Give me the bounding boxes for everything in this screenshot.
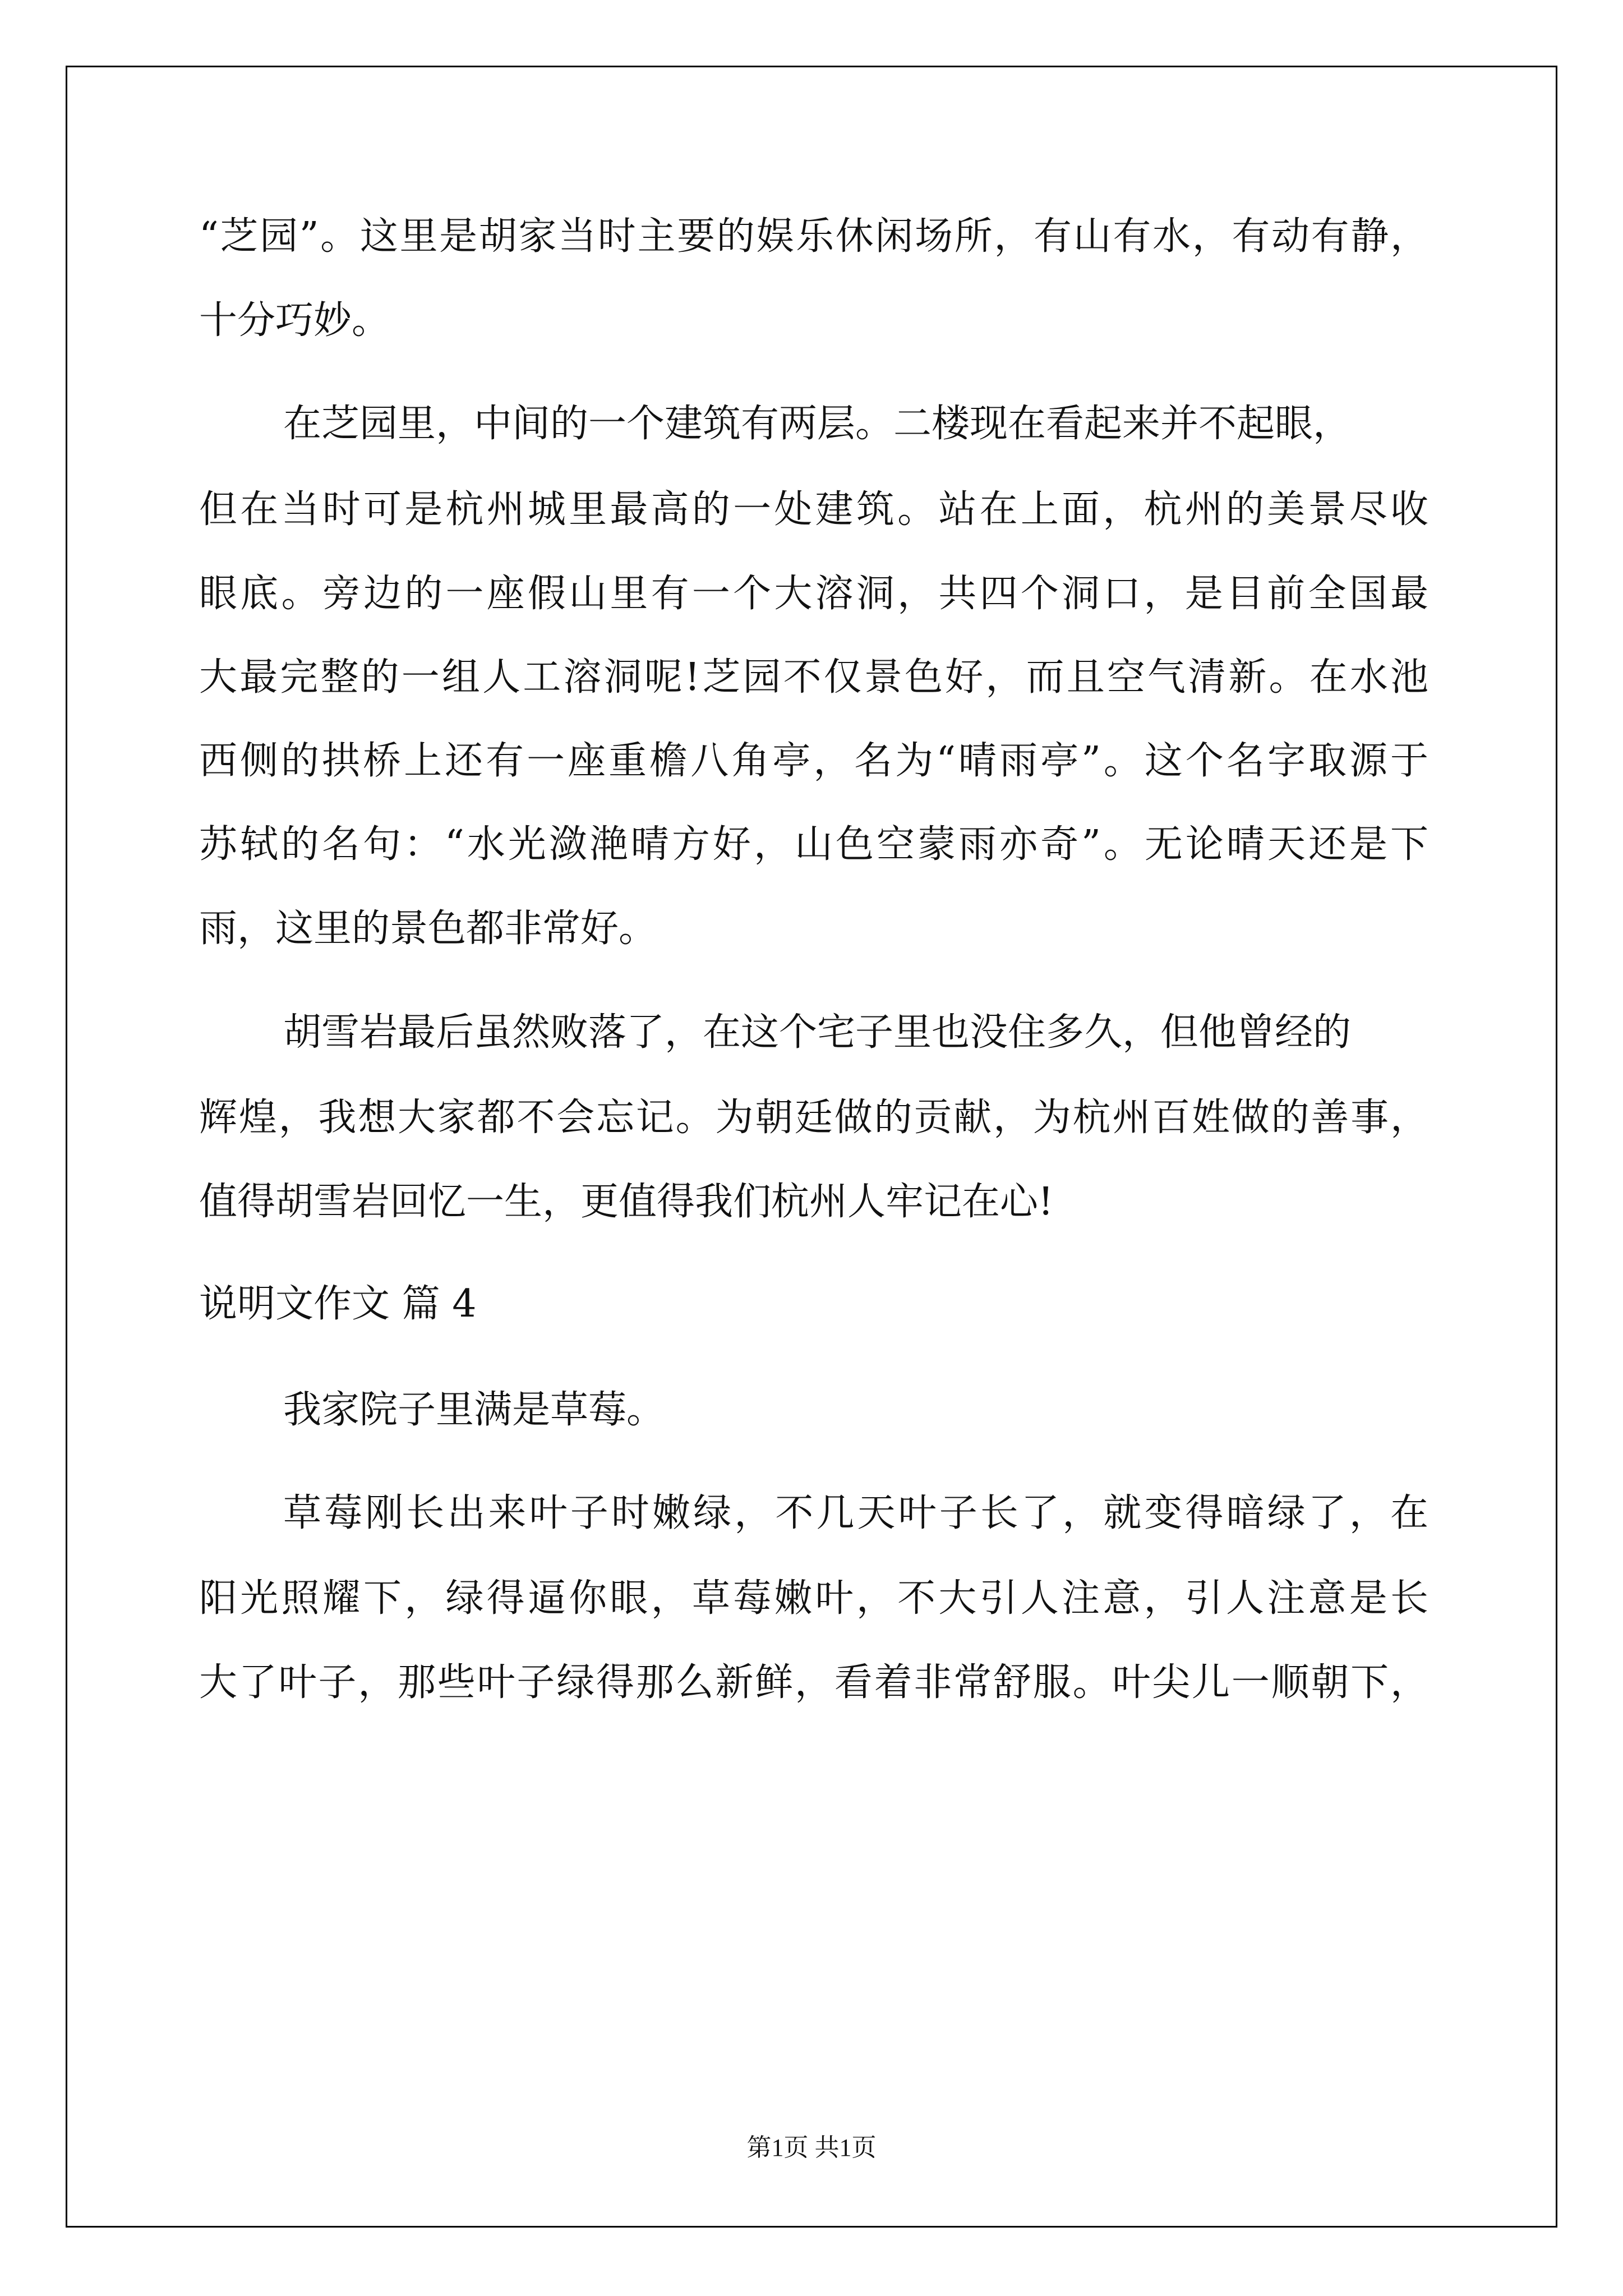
- text-line: 大了叶子，那些叶子绿得那么新鲜，看着非常舒服。叶尖儿一顺朝下，: [199, 1660, 1428, 1705]
- paragraph-first-line: 在芝园里，中间的一个建筑有两层。二楼现在看起来并不起眼，: [283, 402, 1352, 446]
- text-line: 西侧的拱桥上还有一座重檐八角亭，名为“晴雨亭”。这个名字取源于: [199, 739, 1428, 783]
- text-line: 但在当时可是杭州城里最高的一处建筑。站在上面，杭州的美景尽收: [199, 487, 1428, 532]
- paragraph-first-line: 草莓刚长出来叶子时嫩绿，不几天叶子长了，就变得暗绿了，在: [283, 1491, 1428, 1535]
- text-line: 十分巧妙。: [199, 298, 390, 343]
- paragraph-first-line: 胡雪岩最后虽然败落了，在这个宅子里也没住多久，但他曾经的: [283, 1010, 1352, 1055]
- paragraph-first-line: 我家院子里满是草莓。: [283, 1388, 665, 1432]
- text-line: 值得胡雪岩回忆一生，更值得我们杭州人牢记在心!: [199, 1180, 1054, 1224]
- page-border: [66, 66, 1557, 2228]
- text-line: 苏轼的名句：“水光潋滟晴方好，山色空蒙雨亦奇”。无论晴天还是下: [199, 822, 1428, 867]
- page-footer: 第1页 共1页: [746, 2134, 877, 2161]
- text-line: 辉煌，我想大家都不会忘记。为朝廷做的贡献，为杭州百姓做的善事，: [199, 1096, 1428, 1140]
- text-line: 大最完整的一组人工溶洞呢!芝园不仅景色好，而且空气清新。在水池: [199, 655, 1428, 700]
- text-line: 阳光照耀下，绿得逼你眼，草莓嫩叶，不大引人注意，引人注意是长: [199, 1576, 1428, 1621]
- text-line: 雨，这里的景色都非常好。: [199, 907, 657, 951]
- text-line: “芝园”。这里是胡家当时主要的娱乐休闲场所，有山有水，有动有静，: [199, 214, 1428, 259]
- text-line: 眼底。旁边的一座假山里有一个大溶洞，共四个洞口，是目前全国最: [199, 572, 1428, 616]
- section-heading: 说明文作文 篇 4: [199, 1282, 477, 1326]
